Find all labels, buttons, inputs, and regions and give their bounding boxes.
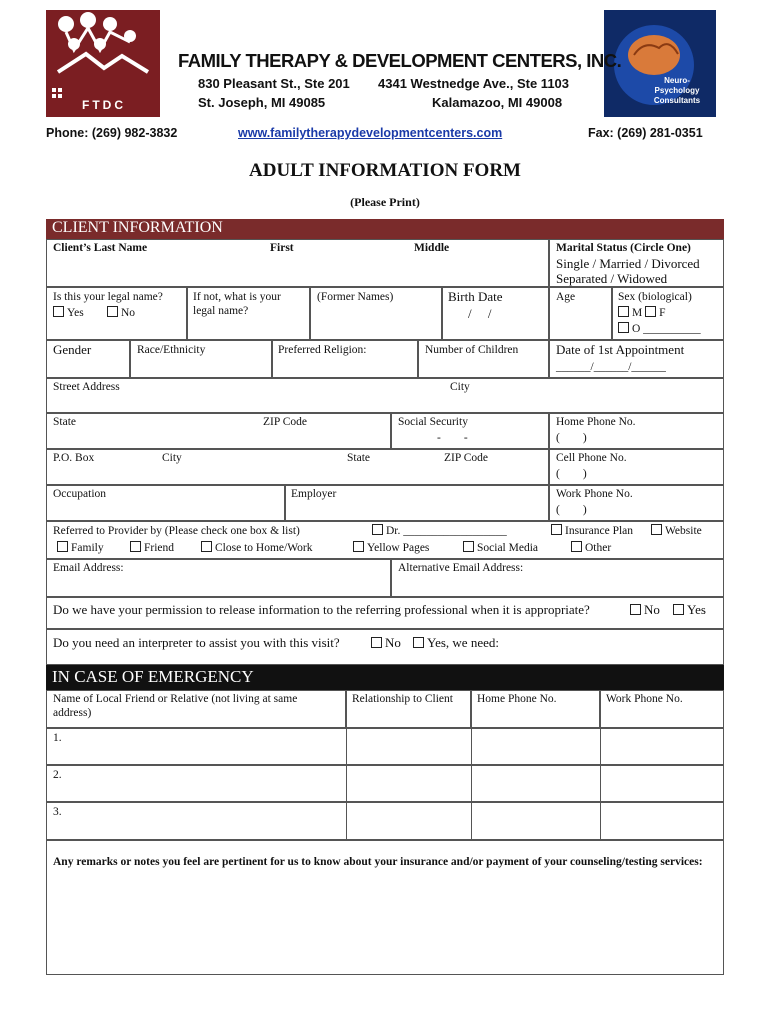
legal-yes-checkbox[interactable]: Yes	[53, 306, 84, 320]
phone: Phone: (269) 982-3832	[46, 126, 178, 140]
legal-name-label: If not, what is your legal name?	[193, 291, 281, 317]
street-address-field[interactable]	[46, 378, 724, 413]
emergency-row-3-num: 3.	[53, 806, 62, 818]
address-1-line-1: 830 Pleasant St., Ste 201	[198, 76, 350, 91]
ref-dr-checkbox[interactable]: Dr. __________________	[372, 524, 507, 538]
form-subtitle: (Please Print)	[350, 195, 420, 209]
birth-date-slashes: / /	[468, 306, 492, 321]
birth-date-label: Birth Date	[448, 289, 503, 304]
emergency-home-label: Home Phone No.	[477, 693, 557, 705]
po-box-label: P.O. Box	[53, 452, 95, 464]
logo-text: FTDC	[82, 98, 126, 112]
employer-label: Employer	[291, 488, 337, 500]
ftdc-logo	[46, 10, 160, 117]
emergency-row-2-num: 2.	[53, 769, 62, 781]
remarks-label: Any remarks or notes you feel are pertinent for us to know about your insurance and/or payment of your counseling/testing services:	[53, 856, 703, 868]
middle-name-label: Middle	[414, 242, 450, 254]
last-name-label: Client’s Last Name	[53, 242, 148, 254]
email-label: Email Address:	[53, 562, 124, 574]
logo-right-text: Neuro-Psychology Consultants	[653, 76, 701, 105]
marital-options-2[interactable]: Separated / Widowed	[556, 271, 668, 286]
state-zip-field[interactable]	[46, 413, 391, 449]
permission-yes-checkbox[interactable]: Yes	[673, 603, 706, 617]
emergency-divider-2	[471, 728, 472, 840]
first-appointment-label: Date of 1st Appointment	[556, 342, 685, 357]
state-label: State	[53, 416, 76, 428]
gender-label: Gender	[53, 342, 92, 357]
po-state-label: State	[347, 452, 370, 464]
alt-email-label: Alternative Email Address:	[398, 562, 524, 574]
emergency-section-header	[46, 665, 724, 690]
emergency-divider-3	[600, 728, 601, 840]
interpreter-question: Do you need an interpreter to assist you with this visit?	[53, 635, 340, 650]
form-title: ADULT INFORMATION FORM	[249, 160, 521, 181]
ref-other-checkbox[interactable]: Other	[571, 541, 611, 555]
emergency-relationship-label: Relationship to Client	[352, 693, 453, 705]
permission-question: Do we have your permission to release information to the referring professional when it is appropriate?	[53, 602, 590, 617]
sex-label: Sex (biological)	[618, 291, 692, 303]
emergency-divider-1	[346, 728, 347, 840]
address-1-line-2: St. Joseph, MI 49085	[198, 95, 326, 110]
po-city-label: City	[162, 452, 182, 464]
ref-social-checkbox[interactable]: Social Media	[463, 541, 538, 555]
sex-other-checkbox[interactable]: O __________	[618, 322, 701, 336]
city-label: City	[450, 381, 470, 393]
cell-phone-paren: ( )	[556, 468, 587, 480]
emergency-row-1-num: 1.	[53, 732, 62, 744]
referral-label: Referred to Provider by (Please check one box & list)	[53, 525, 300, 537]
interpreter-yes-checkbox[interactable]: Yes, we need:	[413, 636, 499, 650]
former-names-label: (Former Names)	[317, 291, 394, 303]
interpreter-no-checkbox[interactable]: No	[371, 636, 401, 650]
permission-no-checkbox[interactable]: No	[630, 603, 660, 617]
home-phone-paren: ( )	[556, 432, 587, 444]
emergency-name-label: Name of Local Friend or Relative (not living at same address)	[53, 693, 298, 719]
first-appointment-blank: ______/______/______	[556, 361, 666, 373]
emergency-work-label: Work Phone No.	[606, 693, 683, 705]
emergency-row-1[interactable]	[46, 728, 724, 765]
ref-website-checkbox[interactable]: Website	[651, 524, 702, 538]
ref-family-checkbox[interactable]: Family	[57, 541, 104, 555]
org-name: FAMILY THERAPY & DEVELOPMENT CENTERS, INC.	[178, 50, 622, 71]
emergency-row-2[interactable]	[46, 765, 724, 802]
po-zip-label: ZIP Code	[444, 452, 488, 464]
occupation-label: Occupation	[53, 488, 107, 500]
race-label: Race/Ethnicity	[137, 344, 206, 356]
age-label: Age	[556, 291, 576, 303]
emergency-row-3[interactable]	[46, 802, 724, 840]
home-phone-label: Home Phone No.	[556, 416, 636, 428]
ref-close-checkbox[interactable]: Close to Home/Work	[201, 541, 312, 555]
emergency-section-title: IN CASE OF EMERGENCY	[52, 667, 254, 686]
ref-friend-checkbox[interactable]: Friend	[130, 541, 174, 555]
address-2-line-2: Kalamazoo, MI 49008	[432, 95, 563, 110]
ssn-label: Social Security	[398, 416, 468, 428]
street-address-label: Street Address	[53, 381, 120, 393]
marital-options-1[interactable]: Single / Married / Divorced	[556, 256, 700, 271]
ref-yellow-checkbox[interactable]: Yellow Pages	[353, 541, 429, 555]
sex-mf-checkboxes[interactable]: M F	[618, 306, 666, 320]
client-section-title: CLIENT INFORMATION	[52, 219, 223, 236]
religion-label: Preferred Religion:	[278, 344, 367, 356]
cell-phone-label: Cell Phone No.	[556, 452, 627, 464]
legal-no-checkbox[interactable]: No	[107, 306, 135, 320]
work-phone-label: Work Phone No.	[556, 488, 633, 500]
address-2-line-1: 4341 Westnedge Ave., Ste 1103	[378, 76, 570, 91]
ssn-dashes: - -	[437, 432, 468, 444]
first-name-label: First	[270, 242, 294, 254]
fax: Fax: (269) 281-0351	[588, 126, 703, 140]
website-link[interactable]: www.familytherapydevelopmentcenters.com	[238, 126, 503, 140]
work-phone-paren: ( )	[556, 504, 587, 516]
client-section-header	[46, 219, 724, 239]
zip-label: ZIP Code	[263, 416, 307, 428]
ref-insurance-checkbox[interactable]: Insurance Plan	[551, 524, 633, 538]
legal-name-question: Is this your legal name?	[53, 291, 163, 303]
children-label: Number of Children	[425, 344, 519, 356]
marital-status-label: Marital Status (Circle One)	[556, 242, 691, 254]
